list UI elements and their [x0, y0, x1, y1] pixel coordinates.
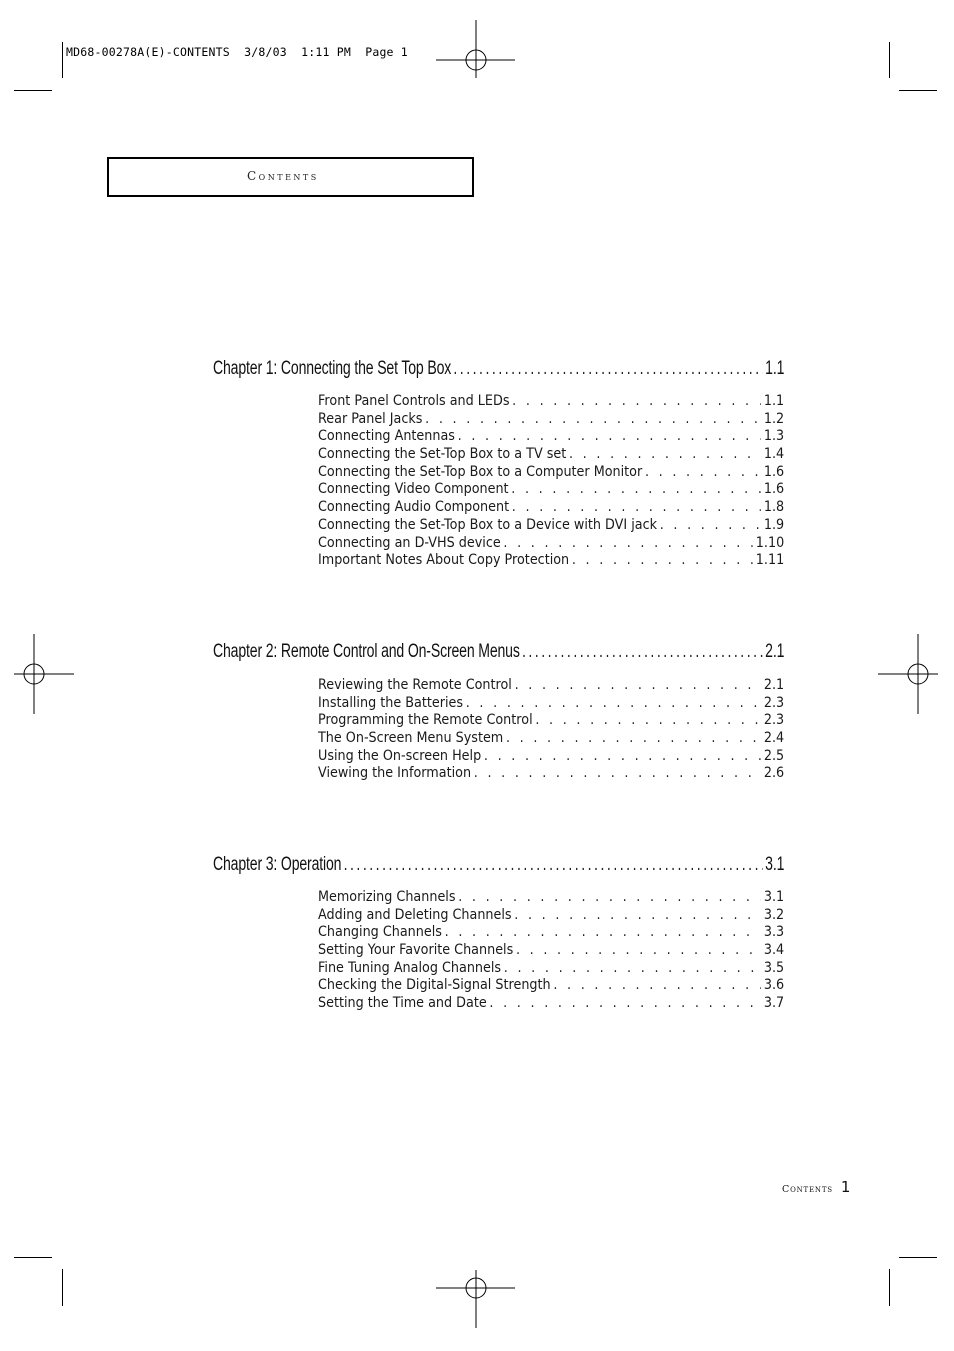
- dot-leader: [572, 552, 753, 568]
- page-title: Contents: [247, 169, 319, 183]
- entry-title: Installing the Batteries: [318, 694, 464, 711]
- entry-page: 3.6: [763, 977, 785, 994]
- chapter-page: 2.1: [765, 641, 785, 662]
- entry-title: Connecting Video Component: [318, 481, 509, 498]
- toc-entry: [318, 748, 784, 766]
- chapter-title: Chapter 3: Operation: [213, 854, 342, 875]
- entry-title: Adding and Deleting Channels: [318, 906, 512, 923]
- entry-title: Setting the Time and Date: [318, 995, 487, 1012]
- dot-leader: [516, 942, 761, 958]
- toc-entry: [318, 695, 784, 713]
- dot-leader: [458, 889, 761, 905]
- crop-mark: [62, 42, 63, 78]
- entry-page: 3.5: [763, 959, 785, 976]
- dot-leader: [512, 499, 761, 515]
- toc-entry: [318, 481, 784, 499]
- crop-mark: [899, 1257, 937, 1258]
- dot-leader: [522, 641, 763, 663]
- dot-leader: [484, 748, 761, 764]
- entry-title: The On-Screen Menu System: [318, 730, 504, 747]
- toc-entry: [318, 889, 784, 907]
- entry-title: Connecting Antennas: [318, 428, 455, 445]
- dot-leader: [503, 535, 753, 551]
- toc-entry: [318, 730, 784, 748]
- entry-page: 2.4: [763, 730, 785, 747]
- contents-title-box: [107, 157, 474, 197]
- chapter-heading: [213, 358, 784, 380]
- toc-entry: [318, 960, 784, 978]
- entry-title: Reviewing the Remote Control: [318, 677, 512, 693]
- entry-page: 2.1: [763, 677, 785, 693]
- entry-page: 3.7: [763, 995, 785, 1012]
- dot-leader: [458, 428, 762, 444]
- dot-leader: [506, 730, 761, 746]
- dot-leader: [535, 712, 761, 728]
- entry-page: 3.4: [763, 942, 785, 959]
- page-footer: [782, 1178, 850, 1196]
- entry-page: 1.8: [763, 499, 785, 516]
- entry-title: Rear Panel Jacks: [318, 410, 423, 427]
- print-header: MD68-00278A(E)-CONTENTS 3/8/03 1:11 PM Page 1: [66, 45, 408, 59]
- dot-leader: [466, 695, 761, 711]
- chapter-3-entries: [318, 889, 784, 1013]
- toc-entry: [318, 765, 784, 783]
- entry-title: Changing Channels: [318, 924, 442, 941]
- entry-page: 1.1: [763, 393, 785, 409]
- dot-leader: [569, 446, 761, 462]
- entry-title: Connecting the Set-Top Box to a Device with DVI jack: [318, 516, 658, 533]
- entry-page: 1.11: [755, 552, 785, 569]
- dot-leader: [425, 411, 761, 427]
- entry-title: Connecting Audio Component: [318, 499, 510, 516]
- entry-page: 1.3: [763, 428, 785, 445]
- toc-entry: [318, 517, 784, 535]
- dot-leader: [512, 393, 761, 409]
- entry-title: Programming the Remote Control: [318, 712, 533, 729]
- entry-page: 1.4: [763, 446, 785, 463]
- toc-entry: [318, 428, 784, 446]
- toc-entry: [318, 446, 784, 464]
- toc-entry: [318, 942, 784, 960]
- dot-leader: [553, 977, 761, 993]
- entry-title: Viewing the Information: [318, 765, 472, 782]
- entry-page: 2.5: [763, 747, 785, 764]
- crop-mark: [62, 1269, 63, 1306]
- entry-page: 1.2: [763, 410, 785, 427]
- dot-leader: [344, 854, 763, 876]
- toc-entry: [318, 535, 784, 553]
- page-number: 1: [840, 1178, 851, 1196]
- toc-entry: [318, 393, 784, 411]
- entry-title: Connecting an D-VHS device: [318, 534, 501, 551]
- dot-leader: [660, 517, 761, 533]
- crop-mark: [889, 1269, 890, 1306]
- entry-page: 3.3: [763, 924, 785, 941]
- chapter-title: Chapter 1: Connecting the Set Top Box: [213, 358, 452, 379]
- toc-entry: [318, 995, 784, 1013]
- toc-entry: [318, 977, 784, 995]
- toc-entry: [318, 907, 784, 925]
- registration-mark-icon: [0, 634, 74, 714]
- crop-mark: [889, 42, 890, 78]
- registration-mark-icon: [878, 634, 954, 714]
- toc-entry: [318, 411, 784, 429]
- chapter-heading: [213, 854, 784, 876]
- dot-leader: [453, 358, 763, 380]
- toc-entry: [318, 677, 784, 695]
- entry-page: 1.6: [763, 481, 785, 498]
- entry-title: Setting Your Favorite Channels: [318, 942, 514, 959]
- entry-title: Connecting the Set-Top Box to a Computer Monitor: [318, 463, 643, 480]
- registration-mark-icon: [436, 20, 516, 100]
- chapter-1-entries: [318, 393, 784, 570]
- entry-title: Memorizing Channels: [318, 889, 456, 905]
- entry-page: 3.2: [763, 906, 785, 923]
- entry-page: 3.1: [763, 889, 785, 905]
- dot-leader: [474, 765, 761, 781]
- dot-leader: [511, 481, 761, 497]
- entry-page: 1.9: [763, 516, 785, 533]
- entry-title: Fine Tuning Analog Channels: [318, 959, 502, 976]
- entry-page: 2.3: [763, 712, 785, 729]
- entry-title: Important Notes About Copy Protection: [318, 552, 570, 569]
- dot-leader: [445, 924, 762, 940]
- dot-leader: [514, 907, 761, 923]
- chapter-title: Chapter 2: Remote Control and On-Screen Menus: [213, 641, 520, 662]
- crop-mark: [14, 1257, 52, 1258]
- toc-entry: [318, 924, 784, 942]
- chapter-page: 1.1: [765, 358, 785, 379]
- dot-leader: [645, 464, 761, 480]
- entry-page: 2.6: [763, 765, 785, 782]
- chapter-2-entries: [318, 677, 784, 783]
- footer-label: Contents: [782, 1184, 833, 1195]
- dot-leader: [515, 677, 762, 693]
- toc-entry: [318, 499, 784, 517]
- crop-mark: [14, 90, 52, 91]
- registration-mark-icon: [436, 1248, 516, 1328]
- toc-entry: [318, 464, 784, 482]
- entry-title: Checking the Digital-Signal Strength: [318, 977, 551, 994]
- entry-title: Front Panel Controls and LEDs: [318, 393, 510, 409]
- entry-title: Connecting the Set-Top Box to a TV set: [318, 446, 567, 463]
- entry-page: 1.10: [755, 534, 785, 551]
- entry-title: Using the On-screen Help: [318, 747, 482, 764]
- dot-leader: [489, 995, 761, 1011]
- dot-leader: [504, 960, 761, 976]
- chapter-page: 3.1: [765, 854, 785, 875]
- chapter-heading: [213, 641, 784, 663]
- entry-page: 1.6: [763, 463, 785, 480]
- toc-entry: [318, 712, 784, 730]
- toc-entry: [318, 552, 784, 570]
- crop-mark: [899, 90, 937, 91]
- entry-page: 2.3: [763, 694, 785, 711]
